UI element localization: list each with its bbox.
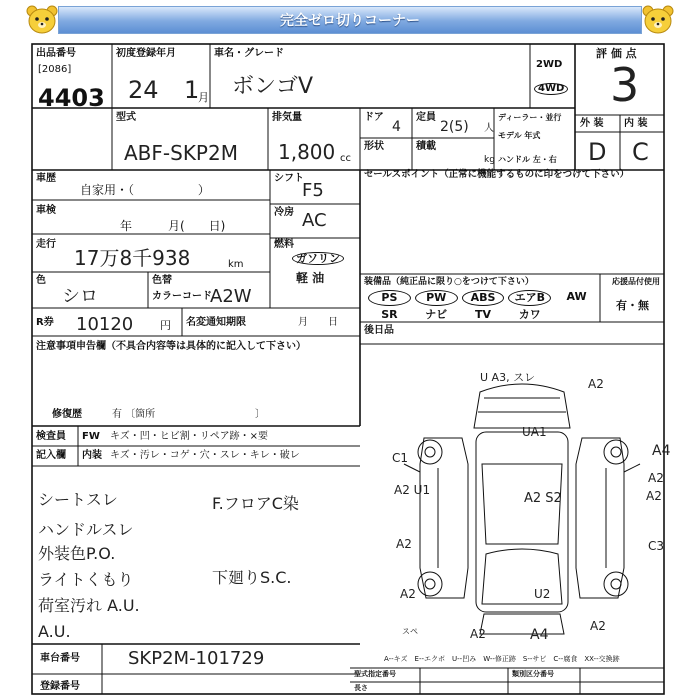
repair: 有 〔箇所 〕 [112,409,266,420]
displacement: 1,800 [278,140,336,164]
color: シロ [62,286,98,307]
inspector-note: ライトくもり [38,570,134,589]
shift-label: シフト [274,173,304,184]
recycle: 10120 [76,314,134,335]
model-label: 型式 [116,112,136,123]
inspector-note: 外装色P.O. [38,544,116,563]
right-note: F.フロアC染 [212,494,299,513]
diagram-mark: A2 S2 [524,491,562,506]
inspector-note: 荷室汚れ A.U. [38,596,140,615]
diagram-mark: スペ [402,627,418,636]
car-damage-diagram [380,368,664,646]
diagram-mark: C3 [648,539,665,553]
diagram-mark: U2 [534,587,551,601]
banner-title: 完全ゼロ切りコーナー [58,6,642,34]
score: 3 [610,58,640,112]
exterior-label: 外 装 [580,118,604,129]
exterior-grade: D [588,138,607,166]
equipment-item: ABS [462,290,505,306]
km-unit: km [228,259,244,270]
reg-year: 24 [128,76,159,104]
reg-month-unit: 月 [198,91,209,104]
diagram-mark: A2 [590,619,606,633]
repair-label: 修復歴 [52,409,82,420]
diagram-mark: A4 [530,627,549,643]
color-code-label: カラーコード [152,291,212,302]
usage-label: 車歴 [36,173,56,184]
lot-number: 4403 [38,84,105,112]
drive-4wd: 4WD [534,83,568,95]
recycle-unit: 円 [160,319,171,332]
doors: 4 [392,119,401,135]
equipment-item: PS [368,290,411,306]
reg-month: 1 [184,76,200,104]
inspection-label: 車検 [36,205,56,216]
name-label: 車名・グレード [214,48,284,59]
class-no-label: 類別区分番号 [512,670,554,678]
load-label: 積載 [416,141,436,152]
equipment-item: ナビ [425,308,448,321]
reg-no-label: 登録番号 [40,681,80,692]
interior-grade: C [632,138,649,166]
chassis-number: SKP2M-101729 [128,648,265,669]
diagram-mark: A2 [648,471,664,485]
diagram-mark: A2 U1 [394,483,431,497]
ac: AC [302,210,327,231]
later-label: 後日品 [364,325,394,336]
name-change-label: 名変通知期限 [186,317,246,328]
equipment-item: AW [566,290,587,303]
recycle-label: R券 [36,317,54,328]
fuel-gas: ガソリン [292,252,344,265]
drive-2wd: 2WD [536,59,563,70]
shift: F5 [302,180,324,201]
color-change-label: 色替 [152,275,172,286]
right-note: 下廻りS.C. [212,568,292,587]
score-label: 評 価 点 [596,47,637,60]
legend-row2-prefix: 内装 [82,450,102,461]
inspector-note: ハンドルスレ [38,520,134,539]
car-name: ボンゴV [232,74,314,99]
capacity-unit: 人 [484,123,494,134]
code-legend: A--キズ E--エクボ U--凹み W--修正跡 S--サビ C--腐食 XX--交換跡 [384,655,620,663]
diagram-mark: U A3, スレ [480,371,536,384]
doors-label: ドア [364,112,384,123]
inspector-note: シートスレ [38,490,118,509]
model: ABF-SKP2M [124,141,238,165]
rating-label: 応援品付使用 [612,277,660,286]
capacity-label: 定員 [416,112,436,123]
fuel-light: 軽 油 [296,271,325,285]
chassis-label: 車台番号 [40,653,80,664]
equip-label: 装備品（純正品に限り○をつけて下さい） [364,277,534,287]
capacity: 2(5) [440,119,469,135]
equipment-grid [366,290,600,322]
writer-label: 記入欄 [36,450,66,461]
equipment-item: エアB [508,290,551,306]
cc-unit: cc [340,153,351,164]
lot-label: 出品番号 [36,48,76,59]
inspector-label: 検査員 [36,431,66,442]
dealer-label: ディーラー・並行 [498,113,562,122]
lot-sub: [2086] [38,64,72,75]
ac-label: 冷房 [274,207,294,218]
legend-row1-prefix: FW [82,431,100,442]
type-no-label: 型式指定番号 [354,670,396,678]
diagram-mark: A2 [646,489,662,503]
interior-label: 内 装 [624,118,648,129]
fuel-label: 燃料 [274,239,294,250]
notes-label: 注意事項申告欄（不具合内容等は具体的に記入して下さい） [36,341,306,352]
equipment-item: カワ [518,308,541,321]
mileage: 17万8千938 [74,246,191,270]
equipment-item: SR [381,308,398,321]
shape-label: 形状 [364,141,384,152]
diagram-mark: A2 [400,587,416,601]
diagram-mark: UA1 [522,425,547,439]
legend-row1: キズ・凹・ヒビ割・リペア跡・×要 [110,431,268,442]
handle-label: ハンドル 左・右 [498,155,557,164]
color-label: 色 [36,275,46,286]
diagram-mark: A2 [588,377,604,391]
inspection: 年 月( 日) [120,219,226,233]
name-change: 月 日 [298,317,338,328]
inspector-note: A.U. [38,622,71,641]
equipment-item: TV [474,308,491,321]
rating-value: 有・無 [616,299,649,312]
sales-label: セールスポイント（正常に機能するものに印をつけて下さい） [364,169,630,180]
equipment-item: PW [415,290,458,306]
diagram-mark: A4 [652,443,671,459]
model-year-label: モデル 年式 [498,131,541,140]
displacement-label: 排気量 [272,112,302,123]
length-label: 長さ [354,684,368,692]
color-code: A2W [210,286,252,307]
legend-row2: キズ・汚レ・コゲ・穴・スレ・キレ・破レ [110,450,300,461]
diagram-mark: A2 [470,627,486,641]
diagram-mark: A2 [396,537,412,551]
reg-label: 初度登録年月 [116,48,176,59]
diagram-mark: C1 [392,451,409,465]
mileage-label: 走行 [36,239,56,250]
usage: 自家用・（ ） [80,183,210,197]
kg-unit: kg [484,155,495,165]
